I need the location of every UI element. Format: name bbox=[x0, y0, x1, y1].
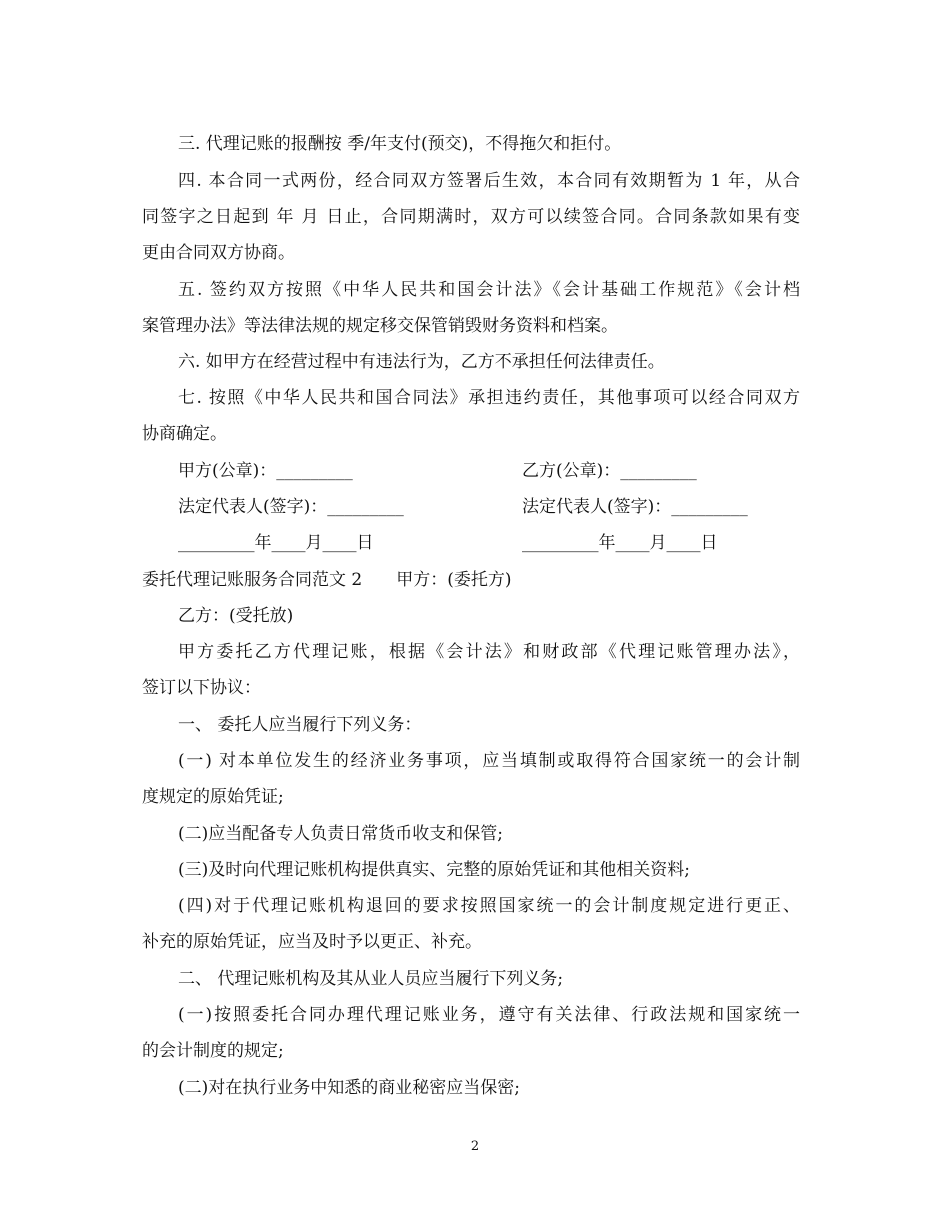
item-2-1-line-2: 的会计制度的规定; bbox=[142, 1041, 284, 1061]
preamble-line-1: 甲方委托乙方代理记账，根据《会计法》和财政部《代理记账管理办法》， bbox=[178, 642, 800, 662]
party-a-seal: 甲方(公章)：_________ bbox=[178, 461, 353, 481]
item-1-4-line-1: (四)对于代理记账机构退回的要求按照国家统一的会计制度规定进行更正、 bbox=[178, 896, 800, 916]
item-1-3: (三)及时向代理记账机构提供真实、完整的原始凭证和其他相关资料; bbox=[178, 860, 690, 880]
party-a-date: _________年____月____日 bbox=[178, 533, 374, 553]
contract-2-title: 委托代理记账服务合同范文 2 甲方：(委托方) bbox=[142, 570, 512, 590]
item-1-1-line-2: 度规定的原始凭证; bbox=[142, 787, 284, 807]
party-b-representative: 法定代表人(签字)：_________ bbox=[522, 497, 748, 517]
page-number: 2 bbox=[470, 1139, 480, 1154]
clause-4-line-3: 更由合同双方协商。 bbox=[142, 243, 295, 263]
item-1-4-line-2: 补充的原始凭证，应当及时予以更正、补充。 bbox=[142, 932, 482, 952]
clause-3: 三. 代理记账的报酬按 季/年支付(预交)，不得拖欠和拒付。 bbox=[178, 134, 622, 154]
clause-4-line-1: 四. 本合同一式两份，经合同双方签署后生效，本合同有效期暂为 1 年，从合 bbox=[178, 171, 800, 191]
item-2-2: (二)对在执行业务中知悉的商业秘密应当保密; bbox=[178, 1078, 520, 1098]
clause-6: 六. 如甲方在经营过程中有违法行为，乙方不承担任何法律责任。 bbox=[178, 352, 665, 372]
section-2-heading: 二、 代理记账机构及其从业人员应当履行下列义务; bbox=[178, 969, 564, 989]
item-1-1-line-1: (一) 对本单位发生的经济业务事项，应当填制或取得符合国家统一的会计制 bbox=[178, 751, 800, 771]
party-b-seal: 乙方(公章)：_________ bbox=[522, 461, 697, 481]
clause-7-line-2: 协商确定。 bbox=[142, 424, 227, 444]
section-1-heading: 一、 委托人应当履行下列义务： bbox=[178, 715, 422, 735]
clause-7-line-1: 七. 按照《中华人民共和国合同法》承担违约责任，其他事项可以经合同双方 bbox=[178, 388, 800, 408]
party-b-label: 乙方：(受托放) bbox=[178, 606, 294, 626]
item-2-1-line-1: (一)按照委托合同办理代理记账业务，遵守有关法律、行政法规和国家统一 bbox=[178, 1005, 800, 1025]
clause-5-line-2: 案管理办法》等法律法规的规定移交保管销毁财务资料和档案。 bbox=[142, 316, 618, 336]
clause-4-line-2: 同签字之日起到 年 月 日止，合同期满时，双方可以续签合同。合同条款如果有变 bbox=[142, 207, 800, 227]
party-a-representative: 法定代表人(签字)：_________ bbox=[178, 497, 404, 517]
item-1-2: (二)应当配备专人负责日常货币收支和保管; bbox=[178, 824, 503, 844]
preamble-line-2: 签订以下协议： bbox=[142, 678, 261, 698]
party-b-date: _________年____月____日 bbox=[522, 533, 718, 553]
clause-5-line-1: 五. 签约双方按照《中华人民共和国会计法》《会计基础工作规范》《会计档 bbox=[178, 280, 800, 300]
